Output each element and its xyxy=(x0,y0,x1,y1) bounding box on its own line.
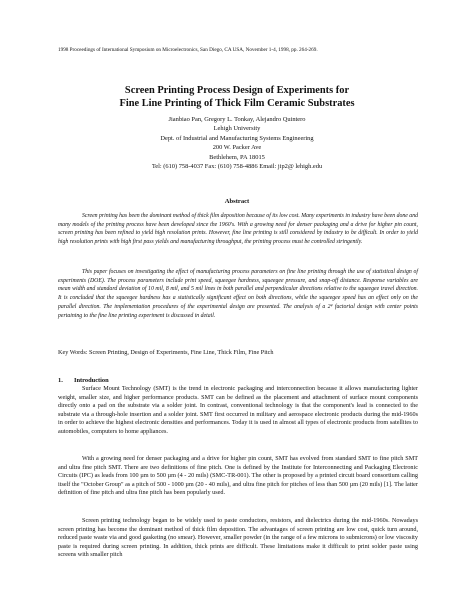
address-street: 200 W. Packer Ave xyxy=(212,144,262,152)
intro-text: Screen printing technology began to be widely used to paste conductors, resistors, and dielectrics during the mid-1960s. Nowadays screen printing has become the dominant method of thick film deposition. The advantages of screen printing are low cost, quick turn around, reduced paste waste via and good gasketing (no smear). However, smaller powder (in the range of a few microns to submicrons) or low viscosity paste is required during screen printing. In addition, thick prints are difficult. These limitations make it difficult to print solder paste using screens with smaller pitch xyxy=(58,517,418,559)
body-paragraph xyxy=(58,385,418,437)
body-paragraph xyxy=(58,455,418,498)
section-number: 1. xyxy=(58,377,63,384)
section-title: Introduction xyxy=(74,377,109,384)
abstract-text: This paper focuses on investigating the effect of manufacturing process parameters on fine line printing through the use of statistical design of experiments (DOE). The process parameters include print speed, squeegee hardness, squeegee pressure, and snap-off distance. Response variables are mean width and standard deviation of 10 mil, 8 mil, and 5 mil lines in both parallel and perpendicular directions relative to the squeegee travel direction. It is concluded that the squeegee hardness has a statistically significant effect on both directions, while the squeegee speed has an effect only on the parallel direction. The implementation procedures of the experimental design are presented. The analysis of a 2⁴ factorial design with center points pertaining to the fine line printing experiment is discussed in detail. xyxy=(58,269,418,319)
affiliation-university: Lehigh University xyxy=(213,125,261,133)
abstract-text: Screen printing has been the dominant method of thick film deposition because of its low cost. Many experiments in industry have been done and many models of the printing process have been developed since the 1960's. With a growing need for denser packaging and a drive for higher pin count, screen printing has been refined to yield high resolution prints. However, fine line printing is still considered by industry to be difficult. In order to yield high resolution prints with high first pass yields and manufacturing throughput, the printing process must be controlled stringently. xyxy=(58,213,418,246)
intro-text: Surface Mount Technology (SMT) is the trend in electronic packaging and interconnection because it allows manufacturing lighter weight, smaller size, and higher performance products. SMT can be defined as the placement and attachment of surface mount components directly onto a pad on the substrate via a solder joint. In contrast, conventional technology is that the component's lead is connected to the substrate via a through-hole insertion and a solder joint. SMT first occurred in military and aerospace electronic products during the mid-1960s in order to achieve the highest electronic densities and performances. Today it is used in almost all types of electronic products from satellites to automobiles, computers to home appliances. xyxy=(58,385,418,435)
contact-line: Tel: (610) 758-4037 Fax: (610) 758-4886 Email: jip2@ lehigh.edu xyxy=(151,163,323,171)
proceedings-header: 1998 Proceedings of International Symposium on Microelectronics, San Diego, CA USA, November 1-4, 1998, pp. 264-269. xyxy=(58,47,318,53)
body-paragraph xyxy=(58,517,418,604)
affiliation-department: Dept. of Industrial and Manufacturing Systems Engineering xyxy=(160,134,314,142)
section-heading xyxy=(58,376,418,385)
keywords: Key Words: Screen Printing, Design of Experiments, Fine Line, Thick Film, Fine Pitch xyxy=(58,349,274,356)
abstract-paragraph xyxy=(58,268,418,320)
title-line: Fine Line Printing of Thick Film Ceramic Substrates xyxy=(119,98,355,109)
author-names: Jianbiao Pan, Gregory L. Tonkay, Alejandro Quintero xyxy=(168,116,306,123)
title-line: Screen Printing Process Design of Experiments for xyxy=(124,85,350,96)
author-block xyxy=(40,115,434,171)
address-city: Bethlehem, PA 18015 xyxy=(209,153,265,161)
abstract-paragraph xyxy=(58,212,418,247)
paper-title xyxy=(40,84,434,110)
abstract-heading: Abstract xyxy=(224,198,250,205)
intro-text: With a growing need for denser packaging and a drive for higher pin count, SMT has evolved from standard SMT to fine pitch SMT and ultra fine pitch SMT. There are two definitions of fine pitch. One is defined by the Institute for Interconnecting and Packaging Electronic Circuits (IPC) as leads from 100 µm to 500 µm (4 - 20 mils) (SMC-TR-001). The other is proposed by a printed circuit board consortium calling itself the "October Group" as a pitch of 500 - 1000 µm (20 - 40 mils), and ultra fine pitch for pitches of less than 500 µm (20 mils) [1]. The latter definition of fine pitch and ultra fine pitch has been popularly used. xyxy=(58,455,418,497)
